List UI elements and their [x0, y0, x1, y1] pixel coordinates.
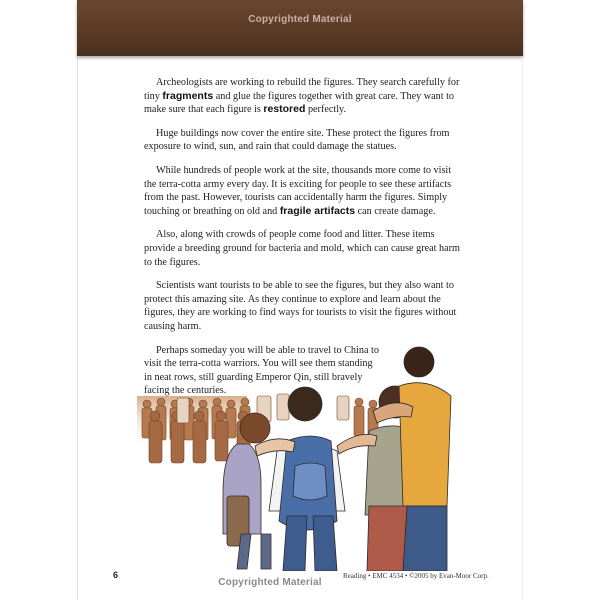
text-run: While hundreds of people work at the site, thousands more come to visit the terra-cotta army every day. It is exciting for people to see these artifacts from the past. However, tourists can accidentally harm the figures. Simply touching or breathing on old and [144, 164, 452, 217]
book-page [77, 0, 523, 600]
text-run: Perhaps someday you will be able to travel to China to visit the terra-cotta warriors. You will see them standing in neat rows, still guarding Emperor Qin, still bravely facing the centuries. [144, 344, 379, 397]
text-run: and glue the figures together with great care. They want to make sure that each figure is [144, 90, 455, 116]
watermark-bottom: Copyrighted Material [218, 577, 322, 588]
vocabulary-word: fragments [162, 89, 214, 102]
tourists-and-terracotta-warriors-illustration [137, 336, 467, 571]
vocabulary-word: fragile artifacts [279, 204, 356, 217]
paragraph [144, 228, 462, 269]
page-number: 6 [113, 570, 119, 580]
page-edge-right [522, 60, 523, 600]
paragraph [144, 164, 462, 218]
paragraph [144, 279, 462, 333]
page-edge-left [77, 0, 78, 600]
footer-credit: Reading • EMC 4534 • ©2005 by Evan-Moor Corp. [343, 572, 489, 580]
text-run: Huge buildings now cover the entire site. These protect the figures from exposure to wind, sun, and rain that could damage the statues. [144, 127, 450, 153]
text-run: can create damage. [355, 205, 436, 217]
text-run: Archeologists are working to rebuild the figures. They search carefully for tiny [144, 77, 460, 102]
text-run: Also, along with crowds of people come food and litter. These items provide a breeding ground for bacteria and mold, which can cause great harm to the figures. [144, 229, 460, 268]
text-run: Scientists want tourists to be able to see the figures, but they also want to protect this amazing site. As they continue to explore and learn about the figures, they are working to find ways for tourists to visit the figures without causing harm. [144, 280, 457, 332]
vocabulary-word: restored [263, 103, 306, 116]
paragraph [144, 127, 462, 154]
paragraph [144, 76, 462, 117]
header-band [77, 0, 523, 56]
watermark-top: Copyrighted Material [248, 14, 352, 25]
text-run: perfectly. [305, 104, 347, 116]
